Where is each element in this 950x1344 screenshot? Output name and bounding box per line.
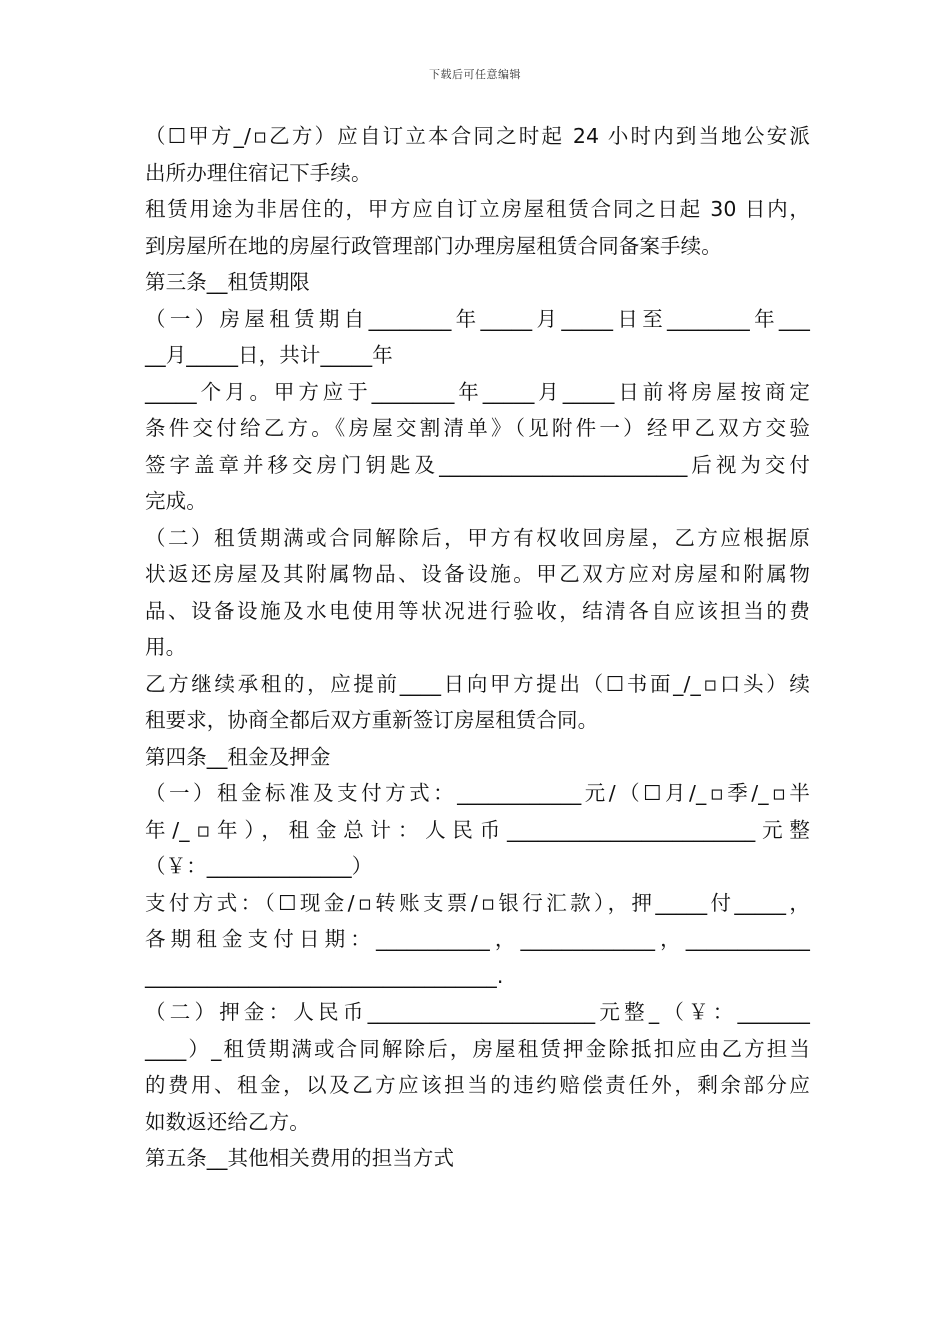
paragraph-line: （￥：______________） (145, 854, 373, 878)
paragraph-line: __________________________________. (145, 963, 504, 988)
section-heading: 第四条__租金及押金 (145, 744, 331, 769)
paragraph-line: （一）房屋租赁期自________年_____月_____日至________年___ (145, 306, 810, 331)
section-heading: 第五条__其他相关费用的担当方式 (145, 1146, 455, 1170)
paragraph-line: （☐甲方_/▫乙方）应自订立本合同之时起 24 小时内到当地公安派 (145, 124, 810, 148)
paragraph-line: 状返还房屋及其附属物品、设备设施。甲乙双方应对房屋和附属物 (145, 562, 810, 586)
paragraph-line: （一）租金标准及支付方式：____________元/（☐月/_▫季/_▫半 (145, 781, 810, 805)
paragraph-line: 支付方式：（☐现金/▫转账支票/▫银行汇款），押_____付_____， (145, 890, 810, 915)
paragraph-line: 到房屋所在地的房屋行政管理部门办理房屋租赁合同备案手续。 (145, 233, 722, 258)
paragraph-line: 租要求，协商全都后双方重新签订房屋租赁合同。 (145, 708, 599, 732)
paragraph-line: 年/_▫年），租金总计：人民币________________________元整 (145, 817, 810, 842)
paragraph-line: 品、设备设施及水电使用等状况进行验收，结清各自应该担当的费 (145, 598, 810, 623)
paragraph-line: （二）押金：人民币______________________元整_（￥：_______ (145, 1000, 810, 1024)
paragraph-line: 用。 (145, 635, 187, 659)
paragraph-line: 签字盖章并移交房门钥匙及________________________后视为交付 (145, 452, 810, 477)
paragraph-line: 条件交付给乙方。《房屋交割清单》（见附件一）经甲乙双方交验 (145, 416, 810, 440)
paragraph-line: 各期租金支付日期：___________，_____________，____________ (145, 927, 810, 951)
paragraph-line: _____个月。甲方应于________年_____月_____日前将房屋按商定 (145, 379, 810, 404)
paragraph-line: 乙方继续承租的，应提前____日向甲方提出（☐书面_/_▫口头）续 (145, 671, 810, 696)
paragraph-line: 完成。 (145, 489, 207, 513)
contract-body (145, 118, 810, 1177)
paragraph-line: __月_____日，共计_____年 (145, 343, 393, 367)
page-header-note: 下载后可任意编辑 (429, 68, 521, 81)
paragraph-line: 的费用、租金，以及乙方应该担当的违约赔偿责任外，剩余部分应 (145, 1073, 810, 1097)
paragraph-line: 租赁用途为非居住的，甲方应自订立房屋租赁合同之日起 30 日内， (145, 197, 810, 221)
paragraph-line: ____）_租赁期满或合同解除后，房屋租赁押金除抵扣应由乙方担当 (145, 1036, 810, 1061)
section-heading: 第三条__租赁期限 (145, 270, 310, 294)
paragraph-line: 如数返还给乙方。 (145, 1109, 310, 1134)
paragraph-line: （二）租赁期满或合同解除后，甲方有权收回房屋，乙方应根据原 (145, 525, 810, 550)
paragraph-line: 出所办理住宿记下手续。 (145, 160, 372, 185)
